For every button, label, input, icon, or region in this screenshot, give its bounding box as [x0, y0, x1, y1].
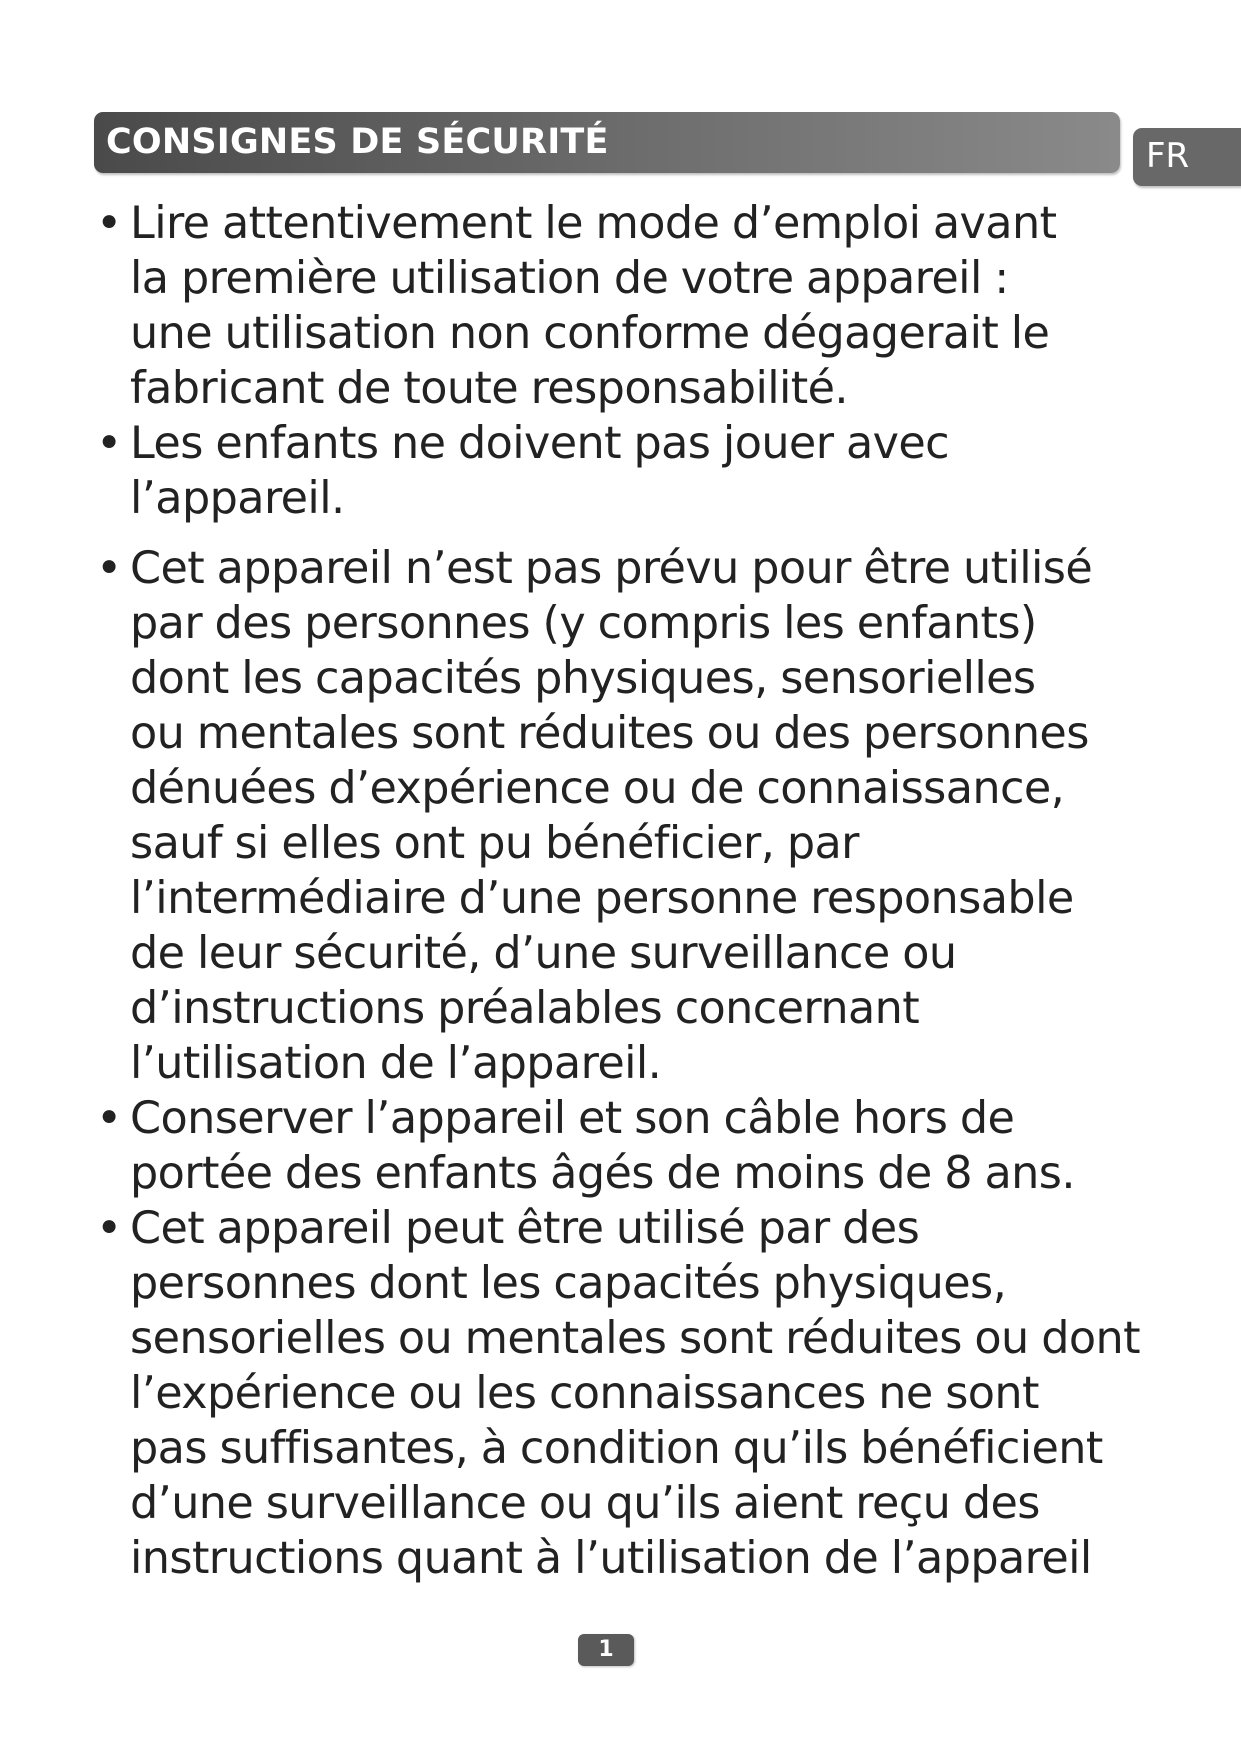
- safety-instructions-list: [94, 196, 1144, 1586]
- section-title: CONSIGNES DE SÉCURITÉ: [106, 121, 609, 162]
- bullet-item: [94, 1201, 1144, 1586]
- bullet-line: l’utilisation de l’appareil.: [130, 1038, 662, 1089]
- bullet-item: [94, 541, 1144, 1091]
- bullet-line: par des personnes (y compris les enfants): [130, 598, 1037, 649]
- bullet-line: l’expérience ou les connaissances ne sont: [130, 1368, 1039, 1419]
- bullet-icon: •: [96, 418, 122, 469]
- bullet-line: d’instructions préalables concernant: [130, 983, 920, 1034]
- bullet-icon: •: [96, 198, 122, 249]
- bullet-line: instructions quant à l’utilisation de l’appareil: [130, 1533, 1092, 1584]
- bullet-icon: •: [96, 1093, 122, 1144]
- bullet-line: portée des enfants âgés de moins de 8 ans.: [130, 1148, 1075, 1199]
- bullet-line: une utilisation non conforme dégagerait le: [130, 308, 1050, 359]
- bullet-line: l’appareil.: [130, 473, 345, 524]
- bullet-line: sensorielles ou mentales sont réduites ou dont: [130, 1313, 1140, 1364]
- bullet-icon: •: [96, 1203, 122, 1254]
- bullet-item: [94, 416, 1144, 526]
- bullet-line: Cet appareil n’est pas prévu pour être utilisé: [130, 543, 1093, 594]
- bullet-item: [94, 196, 1144, 416]
- bullet-item: [94, 1091, 1144, 1201]
- bullet-line: Les enfants ne doivent pas jouer avec: [130, 418, 949, 469]
- bullet-line: d’une surveillance ou qu’ils aient reçu des: [130, 1478, 1040, 1529]
- bullet-line: de leur sécurité, d’une surveillance ou: [130, 928, 957, 979]
- bullet-line: Conserver l’appareil et son câble hors de: [130, 1093, 1015, 1144]
- bullet-line: la première utilisation de votre appareil :: [130, 253, 1009, 304]
- language-label: FR: [1146, 136, 1190, 177]
- page-number: 1: [578, 1634, 634, 1666]
- bullet-line: Lire attentivement le mode d’emploi avant: [130, 198, 1057, 249]
- section-header: [94, 112, 1120, 173]
- bullet-line: dont les capacités physiques, sensorielles: [130, 653, 1036, 704]
- bullet-icon: •: [96, 543, 122, 594]
- bullet-line: dénuées d’expérience ou de connaissance,: [130, 763, 1065, 814]
- bullet-line: l’intermédiaire d’une personne responsable: [130, 873, 1074, 924]
- bullet-line: pas suffisantes, à condition qu’ils bénéficient: [130, 1423, 1103, 1474]
- bullet-line: Cet appareil peut être utilisé par des: [130, 1203, 920, 1254]
- language-tab: [1133, 128, 1241, 186]
- bullet-line: sauf si elles ont pu bénéficier, par: [130, 818, 859, 869]
- bullet-line: personnes dont les capacités physiques,: [130, 1258, 1007, 1309]
- bullet-line: fabricant de toute responsabilité.: [130, 363, 848, 414]
- bullet-line: ou mentales sont réduites ou des personnes: [130, 708, 1089, 759]
